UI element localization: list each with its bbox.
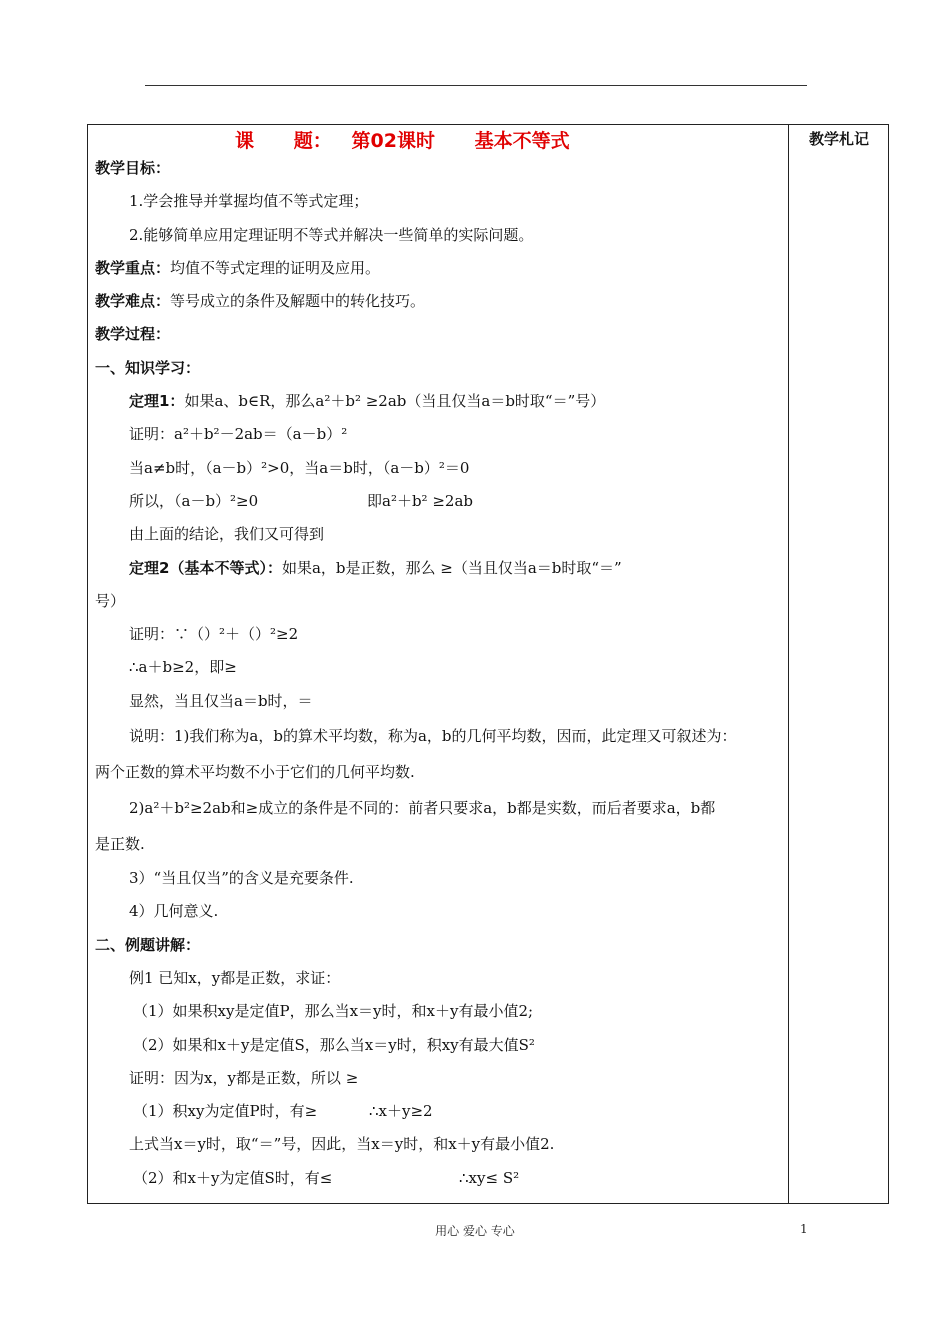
proof-3: 证明：因为x，y都是正数，所以 ≥	[129, 1068, 359, 1087]
lesson-title: 课 题： 第02课时 基本不等式	[235, 130, 570, 152]
difficult-heading: 教学难点：	[95, 292, 171, 311]
example-1-part-1: （1）如果积xy是定值P，那么当x＝y时，和x＋y有最小值2;	[133, 1002, 534, 1021]
lesson-content	[95, 126, 781, 1195]
proof-3-part-1-result: ∴x＋y≥2	[369, 1102, 433, 1121]
proof-2-therefore: ∴a＋b≥2，即≥	[129, 658, 237, 677]
proof-3-part-2-given: （2）和x＋y为定值S时，有≤	[133, 1168, 333, 1187]
proof-2-equality: 显然，当且仅当a＝b时，＝	[129, 691, 313, 710]
footer-motto: 用心 爱心 专心	[435, 1224, 515, 1238]
note-1: 说明：1)我们称为a，b的算术平均数，称为a，b的几何平均数，因而，此定理又可叙述为：	[129, 727, 737, 746]
proof-2: 证明：∵（）²＋（）²≥2	[129, 625, 299, 644]
theorem-1	[95, 385, 781, 418]
note-2: 2)a²＋b²≥2ab和≥成立的条件是不同的：前者只要求a，b都是实数，而后者要求a，b都	[129, 799, 716, 818]
key-point	[95, 252, 781, 285]
theorem-1-text: 如果a、b∈R，那么a²＋b² ≥2ab（当且仅当a＝b时取“＝”号）	[184, 392, 606, 411]
header-rule	[145, 85, 807, 86]
example-1-part-2: （2）如果和x＋y是定值S，那么当x＝y时，积xy有最大值S²	[133, 1035, 535, 1054]
page-number: 1	[800, 1222, 808, 1236]
goal-item-2: 2.能够简单应用定理证明不等式并解决一些简单的实际问题。	[129, 225, 534, 244]
proof-3-part-2	[95, 1162, 781, 1195]
section-1-heading: 一、知识学习：	[95, 358, 201, 377]
proof-1-cases: 当a≠b时，（a－b）²>0，当a＝b时，（a－b）²＝0	[129, 458, 470, 477]
theorem-2-continued: 号）	[95, 591, 126, 610]
process-heading: 教学过程：	[95, 325, 171, 344]
proof-3-part-1	[95, 1095, 781, 1128]
proof-3-part-1-given: （1）积xy为定值P时，有≥	[133, 1102, 318, 1121]
key-heading: 教学重点：	[95, 258, 171, 277]
note-4: 4）几何意义.	[129, 902, 219, 921]
note-3: 3）“当且仅当”的含义是充要条件.	[129, 869, 354, 888]
proof-3-conclusion: 上式当x＝y时，取“＝”号，因此，当x＝y时，和x＋y有最小值2.	[129, 1135, 555, 1154]
difficult-point	[95, 285, 781, 318]
note-1-continued: 两个正数的算术平均数不小于它们的几何平均数.	[95, 763, 415, 782]
proof-1-conclusion	[95, 485, 781, 518]
section-2-heading: 二、例题讲解：	[95, 935, 201, 954]
derivation-line: 由上面的结论，我们又可得到	[129, 525, 325, 544]
theorem-2-heading: 定理2（基本不等式）：	[129, 558, 282, 577]
difficult-text: 等号成立的条件及解题中的转化技巧。	[170, 292, 426, 311]
theorem-2	[95, 552, 781, 585]
goal-item-1: 1.学会推导并掌握均值不等式定理；	[129, 192, 369, 211]
proof-3-part-2-result: ∴xy≤ S²	[459, 1168, 520, 1187]
proof-1-result: 即a²＋b² ≥2ab	[367, 491, 473, 510]
theorem-2-text: 如果a，b是正数，那么 ≥（当且仅当a＝b时取“＝”	[281, 558, 622, 577]
goal-heading: 教学目标：	[95, 159, 171, 177]
notes-column-title: 教学札记	[808, 130, 869, 148]
example-1: 例1 已知x，y都是正数，求证：	[129, 968, 341, 987]
theorem-1-heading: 定理1：	[129, 392, 185, 411]
key-text: 均值不等式定理的证明及应用。	[170, 258, 381, 277]
proof-1: 证明：a²＋b²－2ab＝（a－b）²	[129, 425, 348, 444]
column-divider	[788, 124, 789, 1204]
proof-1-so: 所以，（a－b）²≥0	[129, 491, 259, 510]
note-2-continued: 是正数.	[95, 835, 145, 854]
